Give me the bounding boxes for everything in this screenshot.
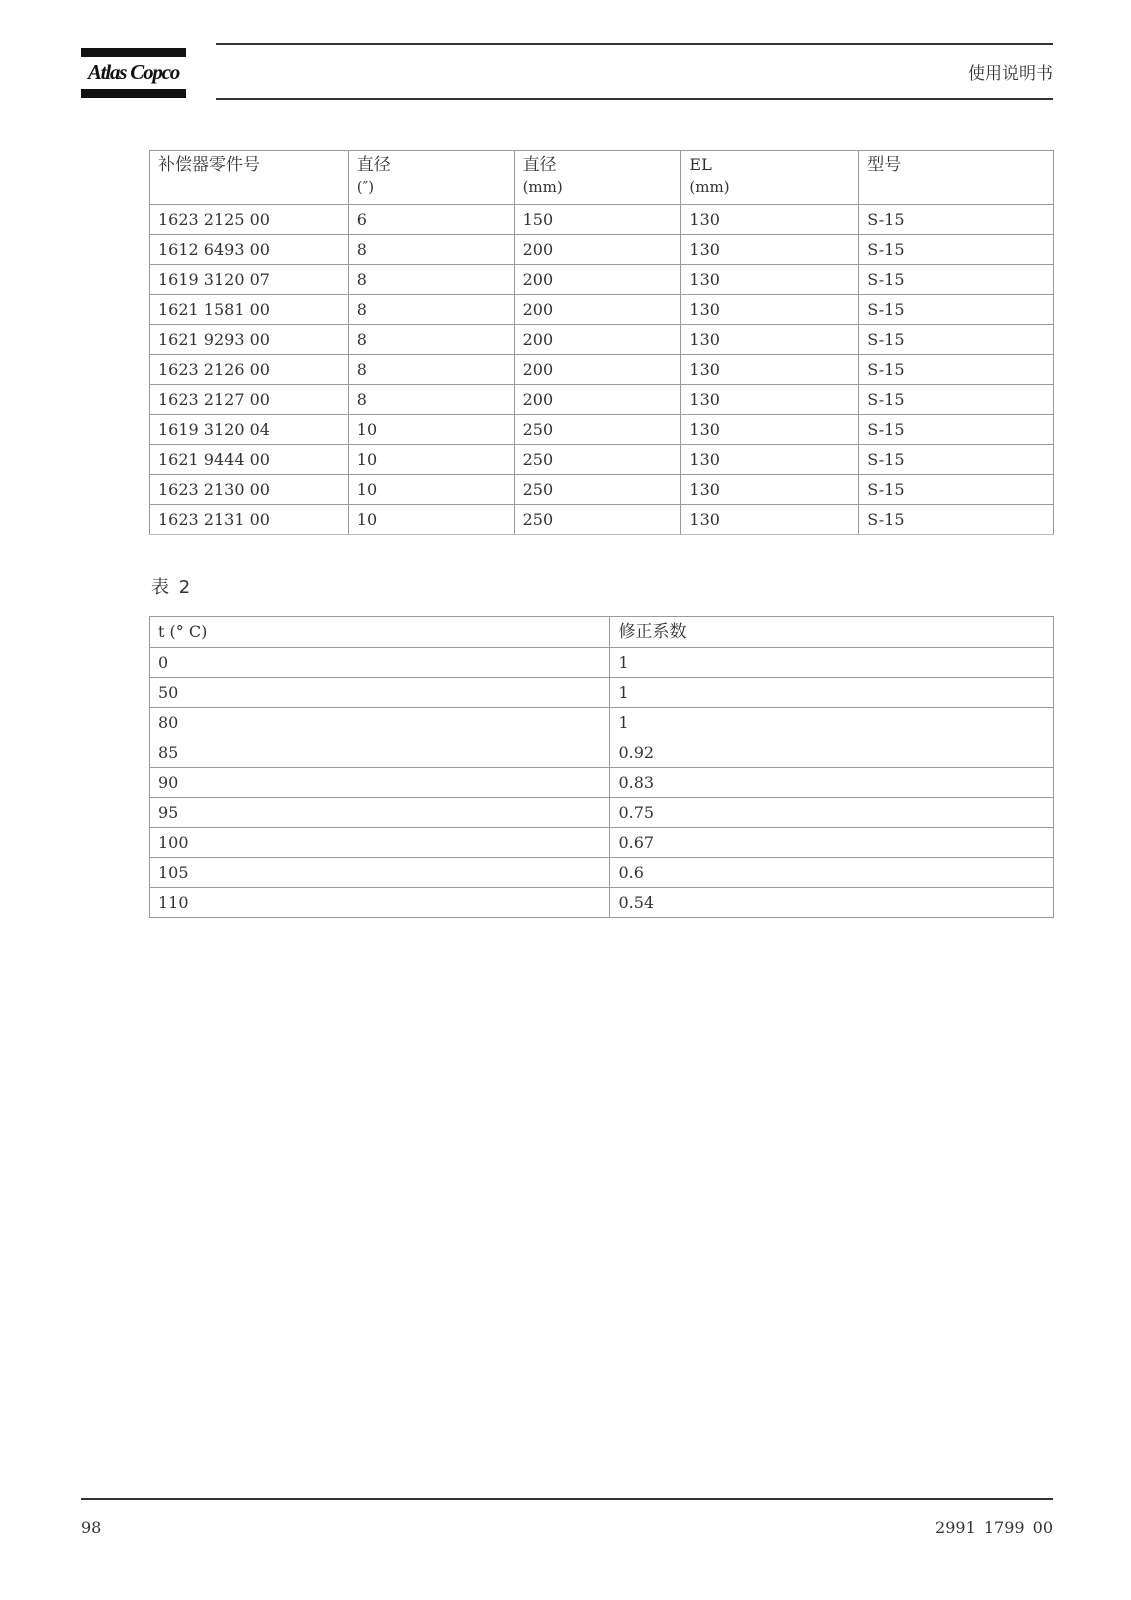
cell-el: 130	[681, 295, 859, 325]
cell-el: 130	[681, 445, 859, 475]
cell-temperature: 85	[150, 738, 610, 768]
table-row	[150, 738, 1054, 768]
header-diameter-inch-unit: (″)	[356, 178, 375, 196]
table-row	[150, 678, 1054, 708]
document-number: 2991 1799 00	[935, 1518, 1053, 1537]
cell-diameter-mm: 200	[514, 295, 681, 325]
cell-el: 130	[681, 415, 859, 445]
cell-el: 130	[681, 205, 859, 235]
cell-correction-factor: 1	[610, 648, 1054, 678]
cell-model: S-15	[859, 205, 1054, 235]
cell-part-number: 1621 9444 00	[150, 445, 349, 475]
cell-correction-factor: 1	[610, 708, 1054, 738]
cell-diameter-mm: 250	[514, 415, 681, 445]
cell-diameter-mm: 250	[514, 505, 681, 535]
logo-wordmark: Atlas Copco	[87, 60, 180, 84]
cell-temperature: 0	[150, 648, 610, 678]
cell-diameter-mm: 250	[514, 475, 681, 505]
cell-part-number: 1623 2130 00	[150, 475, 349, 505]
cell-diameter-inch: 10	[348, 475, 514, 505]
cell-part-number: 1612 6493 00	[150, 235, 349, 265]
table-row	[150, 385, 1054, 415]
table-row	[150, 265, 1054, 295]
table-row	[150, 768, 1054, 798]
compensator-table	[149, 150, 1054, 535]
cell-el: 130	[681, 505, 859, 535]
cell-diameter-inch: 8	[348, 235, 514, 265]
cell-diameter-inch: 8	[348, 325, 514, 355]
cell-diameter-inch: 10	[348, 505, 514, 535]
table-row	[150, 205, 1054, 235]
table-row	[150, 475, 1054, 505]
header-el-label: EL	[689, 155, 712, 174]
cell-diameter-mm: 250	[514, 445, 681, 475]
cell-correction-factor: 0.54	[610, 888, 1054, 918]
cell-model: S-15	[859, 325, 1054, 355]
cell-el: 130	[681, 265, 859, 295]
cell-model: S-15	[859, 475, 1054, 505]
cell-correction-factor: 0.92	[610, 738, 1054, 768]
logo-bar-bottom	[81, 89, 186, 98]
cell-correction-factor: 0.83	[610, 768, 1054, 798]
cell-model: S-15	[859, 505, 1054, 535]
header-diameter-mm-unit: (mm)	[522, 178, 563, 196]
table-row	[150, 708, 1054, 738]
cell-el: 130	[681, 355, 859, 385]
footer-rule	[81, 1498, 1053, 1500]
cell-el: 130	[681, 235, 859, 265]
table-row	[150, 445, 1054, 475]
table-header-row	[150, 617, 1054, 648]
table-2-caption: 表 2	[151, 577, 193, 598]
cell-part-number: 1623 2126 00	[150, 355, 349, 385]
cell-part-number: 1621 1581 00	[150, 295, 349, 325]
header-el-unit: (mm)	[689, 178, 730, 196]
cell-diameter-inch: 8	[348, 295, 514, 325]
cell-part-number: 1621 9293 00	[150, 325, 349, 355]
cell-part-number: 1623 2127 00	[150, 385, 349, 415]
cell-diameter-inch: 8	[348, 355, 514, 385]
cell-diameter-inch: 10	[348, 445, 514, 475]
cell-diameter-inch: 10	[348, 415, 514, 445]
logo-bar-top	[81, 48, 186, 57]
cell-correction-factor: 0.67	[610, 828, 1054, 858]
cell-part-number: 1619 3120 07	[150, 265, 349, 295]
header-rule-top	[216, 43, 1053, 45]
header-el	[681, 151, 859, 205]
table-row	[150, 295, 1054, 325]
cell-model: S-15	[859, 265, 1054, 295]
table-row	[150, 888, 1054, 918]
cell-temperature: 100	[150, 828, 610, 858]
correction-factor-table	[149, 616, 1054, 918]
cell-diameter-mm: 200	[514, 325, 681, 355]
table-header-row	[150, 151, 1054, 205]
cell-temperature: 95	[150, 798, 610, 828]
table-row	[150, 828, 1054, 858]
header-part-number	[150, 151, 349, 205]
cell-temperature: 110	[150, 888, 610, 918]
header-correction-factor: 修正系数	[610, 617, 1054, 648]
table-row	[150, 355, 1054, 385]
header-diameter-mm	[514, 151, 681, 205]
cell-part-number: 1623 2125 00	[150, 205, 349, 235]
cell-model: S-15	[859, 355, 1054, 385]
table-row	[150, 648, 1054, 678]
cell-diameter-mm: 150	[514, 205, 681, 235]
cell-correction-factor: 0.75	[610, 798, 1054, 828]
cell-temperature: 90	[150, 768, 610, 798]
table-row	[150, 858, 1054, 888]
cell-diameter-mm: 200	[514, 385, 681, 415]
cell-el: 130	[681, 475, 859, 505]
cell-temperature: 80	[150, 708, 610, 738]
table-row	[150, 505, 1054, 535]
table-row	[150, 235, 1054, 265]
cell-diameter-inch: 8	[348, 265, 514, 295]
manual-title: 使用说明书	[968, 64, 1053, 84]
page-number: 98	[81, 1518, 102, 1537]
cell-temperature: 105	[150, 858, 610, 888]
header-part-number-label: 补偿器零件号	[158, 155, 260, 175]
cell-model: S-15	[859, 445, 1054, 475]
atlas-copco-logo	[81, 48, 186, 100]
cell-model: S-15	[859, 415, 1054, 445]
table-row	[150, 325, 1054, 355]
cell-diameter-mm: 200	[514, 265, 681, 295]
cell-el: 130	[681, 385, 859, 415]
header-diameter-mm-label: 直径	[522, 155, 557, 175]
cell-part-number: 1619 3120 04	[150, 415, 349, 445]
cell-part-number: 1623 2131 00	[150, 505, 349, 535]
table-row	[150, 798, 1054, 828]
header-temperature: t (° C)	[150, 617, 610, 648]
table-row	[150, 415, 1054, 445]
cell-correction-factor: 1	[610, 678, 1054, 708]
cell-diameter-inch: 6	[348, 205, 514, 235]
cell-correction-factor: 0.6	[610, 858, 1054, 888]
header-model-label: 型号	[867, 155, 902, 175]
cell-model: S-15	[859, 235, 1054, 265]
cell-diameter-mm: 200	[514, 355, 681, 385]
cell-temperature: 50	[150, 678, 610, 708]
header-model	[859, 151, 1054, 205]
header-diameter-inch-label: 直径	[356, 155, 391, 175]
cell-model: S-15	[859, 295, 1054, 325]
cell-model: S-15	[859, 385, 1054, 415]
cell-diameter-mm: 200	[514, 235, 681, 265]
header-rule-bottom	[216, 98, 1053, 100]
cell-el: 130	[681, 325, 859, 355]
header-diameter-inch	[348, 151, 514, 205]
cell-diameter-inch: 8	[348, 385, 514, 415]
